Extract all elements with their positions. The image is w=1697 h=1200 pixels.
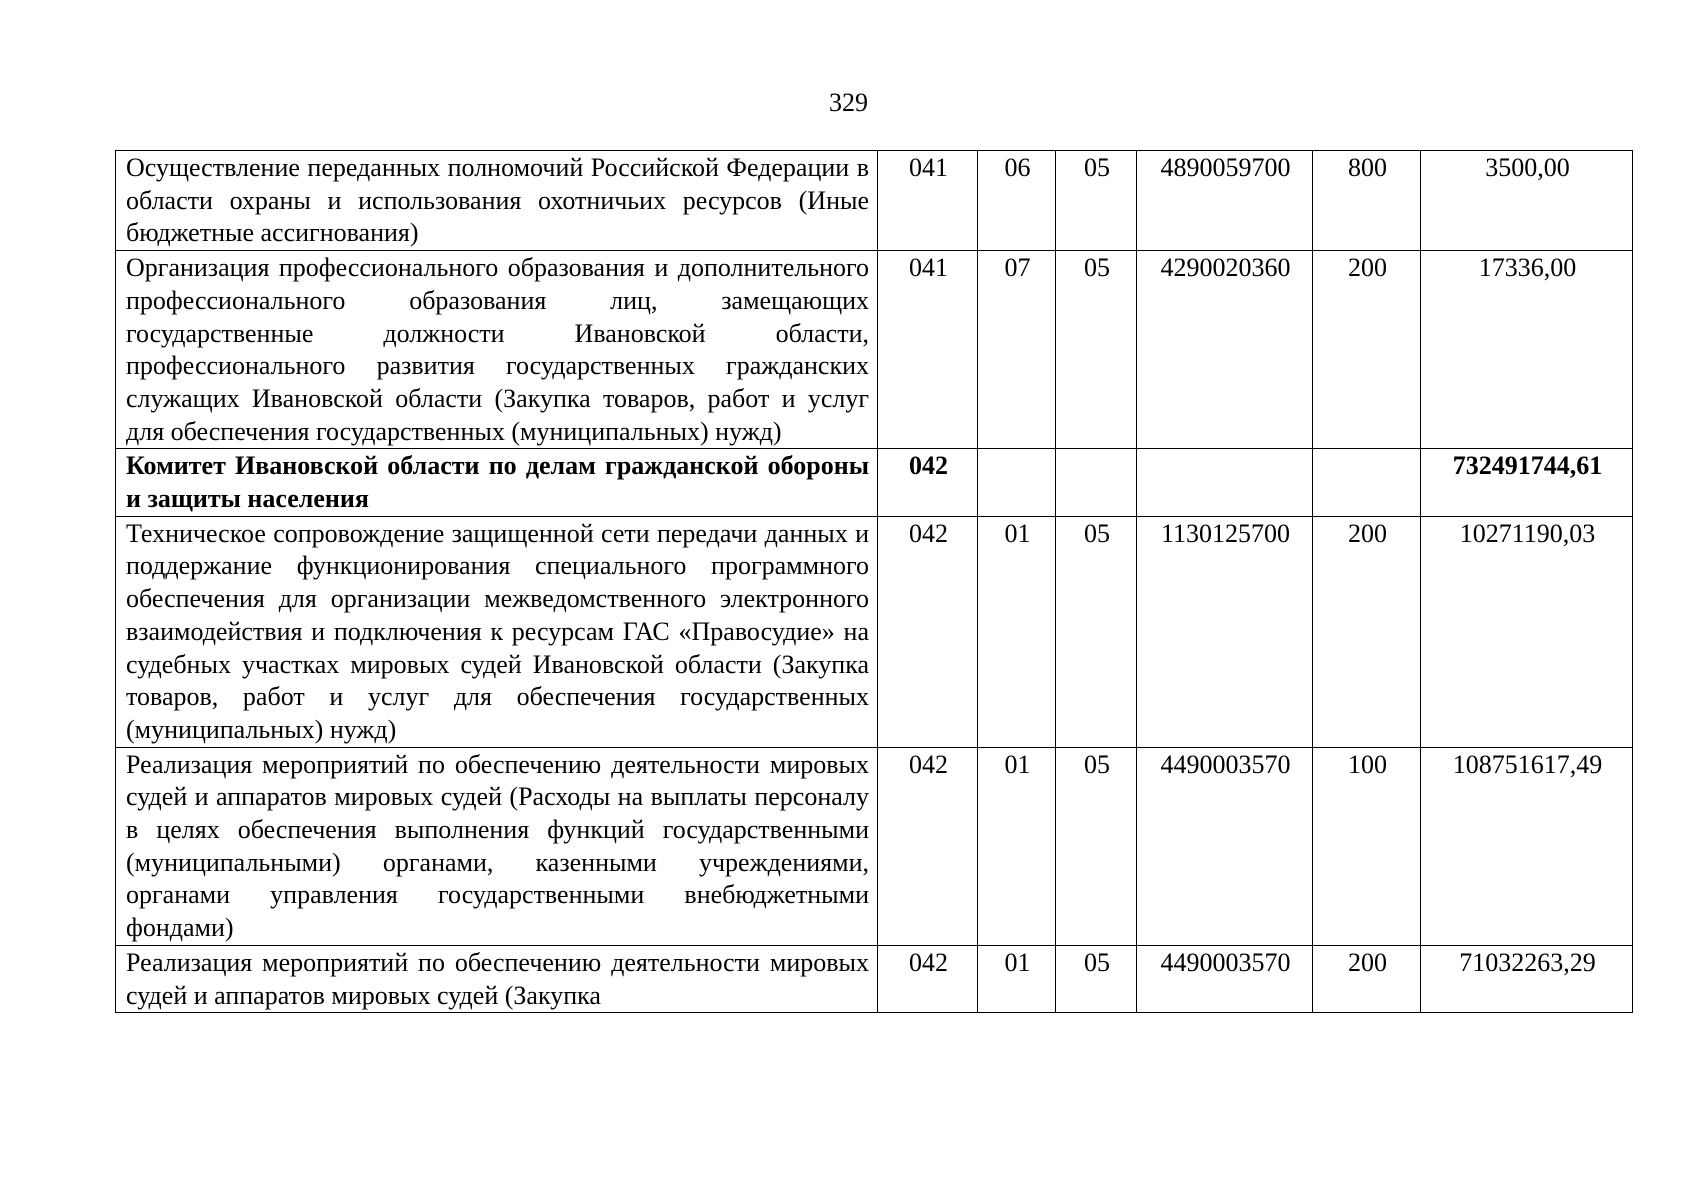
- target-article-code: 4490003570: [1137, 747, 1313, 945]
- row-description: Техническое сопровождение защищенной сети передачи данных и поддержание функционирования специального программного обеспечения для организации межведомственного электронного взаимодействия и подключения к ресурсам ГАС «Правосудие» на судебных участках мировых судей Ивановской области (Закупка товаров, работ и услуг для обеспечения государственных (муниципальных) нужд): [116, 516, 878, 747]
- page-number: 329: [829, 88, 868, 117]
- table-row: [116, 251, 1633, 449]
- section-code: 07: [978, 251, 1056, 449]
- subsection-code: 05: [1056, 945, 1137, 1012]
- target-article-code: 4890059700: [1137, 151, 1313, 251]
- expense-type-code: 100: [1313, 747, 1421, 945]
- amount-value: 17336,00: [1421, 251, 1633, 449]
- ministry-code: 042: [878, 449, 978, 516]
- ministry-code: 042: [878, 516, 978, 747]
- budget-table: [115, 150, 1633, 1013]
- subsection-code: [1056, 449, 1137, 516]
- amount-value: 732491744,61: [1421, 449, 1633, 516]
- amount-value: 3500,00: [1421, 151, 1633, 251]
- subsection-code: 05: [1056, 251, 1137, 449]
- section-code: 01: [978, 945, 1056, 1012]
- amount-value: 10271190,03: [1421, 516, 1633, 747]
- section-code: [978, 449, 1056, 516]
- target-article-code: 1130125700: [1137, 516, 1313, 747]
- expense-type-code: 800: [1313, 151, 1421, 251]
- target-article-code: [1137, 449, 1313, 516]
- target-article-code: 4290020360: [1137, 251, 1313, 449]
- ministry-code: 041: [878, 251, 978, 449]
- subsection-code: 05: [1056, 747, 1137, 945]
- section-code: 01: [978, 516, 1056, 747]
- section-code: 01: [978, 747, 1056, 945]
- ministry-code: 042: [878, 945, 978, 1012]
- target-article-code: 4490003570: [1137, 945, 1313, 1012]
- expense-type-code: 200: [1313, 516, 1421, 747]
- table-row: [116, 151, 1633, 251]
- table-row: [116, 516, 1633, 747]
- amount-value: 71032263,29: [1421, 945, 1633, 1012]
- amount-value: 108751617,49: [1421, 747, 1633, 945]
- subsection-code: 05: [1056, 516, 1137, 747]
- expense-type-code: 200: [1313, 251, 1421, 449]
- expense-type-code: 200: [1313, 945, 1421, 1012]
- row-description: Осуществление переданных полномочий Российской Федерации в области охраны и использования охотничьих ресурсов (Иные бюджетные ассигнования): [116, 151, 878, 251]
- section-code: 06: [978, 151, 1056, 251]
- table-row-heading: [116, 449, 1633, 516]
- row-description: Реализация мероприятий по обеспечению деятельности мировых судей и аппаратов мировых судей (Закупка: [116, 945, 878, 1012]
- ministry-code: 041: [878, 151, 978, 251]
- row-description: Организация профессионального образования и дополнительного профессионального образования лиц, замещающих государственные должности Ивановской области, профессионального развития государственных гражданских служащих Ивановской области (Закупка товаров, работ и услуг для обеспечения государственных (муниципальных) нужд): [116, 251, 878, 449]
- row-description: Комитет Ивановской области по делам гражданской обороны и защиты населения: [116, 449, 878, 516]
- row-description: Реализация мероприятий по обеспечению деятельности мировых судей и аппаратов мировых судей (Расходы на выплаты персоналу в целях обеспечения выполнения функций государственными (муниципальными) органами, казенными учреждениями, органами управления государственными внебюджетными фондами): [116, 747, 878, 945]
- ministry-code: 042: [878, 747, 978, 945]
- table-row: [116, 747, 1633, 945]
- expense-type-code: [1313, 449, 1421, 516]
- table-row: [116, 945, 1633, 1012]
- subsection-code: 05: [1056, 151, 1137, 251]
